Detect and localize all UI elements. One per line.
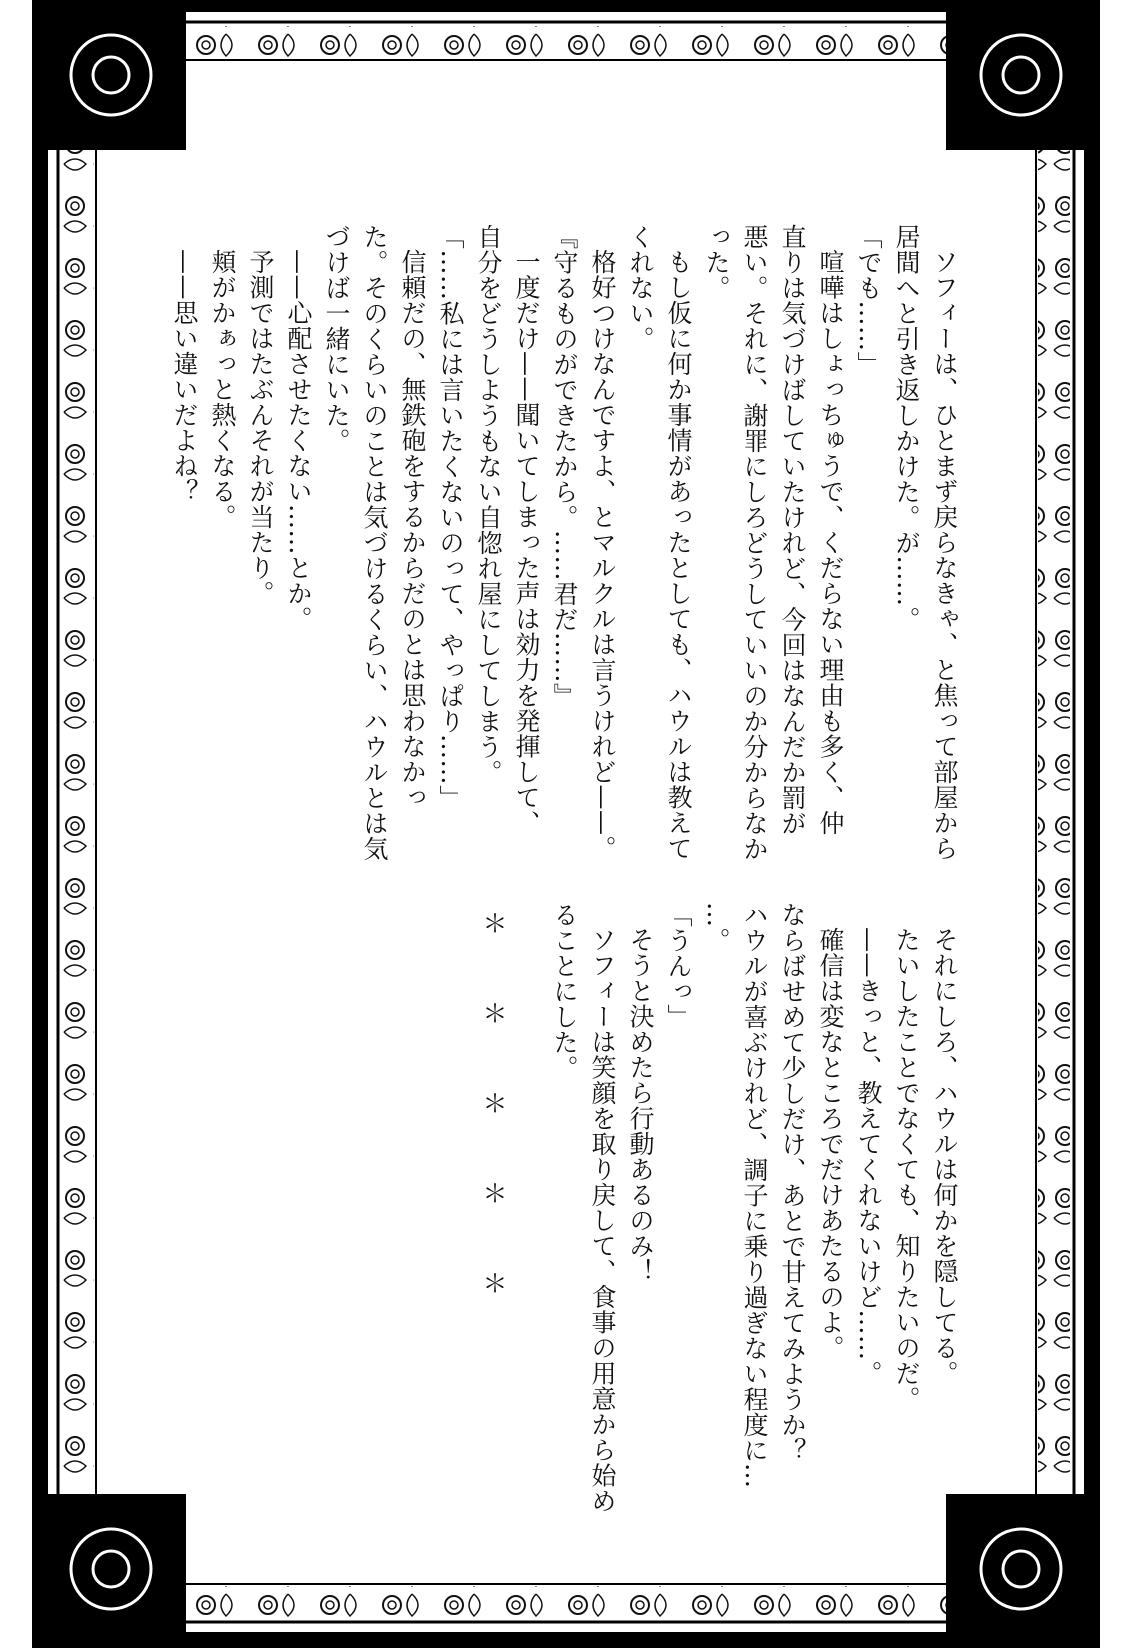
text-column: 喧嘩はしょっちゅうで、くだらない理由も多く、仲: [816, 249, 845, 836]
text-column: ならばせめて少しだけ、あとで甘えてみようか？: [778, 902, 807, 1463]
text-block-bottom: [545, 902, 963, 1522]
text-column: った。: [702, 224, 731, 301]
text-column: 格好つけなんですよ、とマルクルは言うけれど——。: [588, 249, 617, 861]
text-column: たいしたことでなくても、知りたいのだ。: [892, 927, 921, 1412]
text-column: 「……私には言いたくないのって、やっぱり……」: [436, 224, 465, 811]
text-column: そうと決めたら行動あるのみ！: [626, 927, 655, 1284]
text-column: ハウルが喜ぶけれど、調子に乗り過ぎない程度に…: [740, 902, 769, 1489]
text-column: 「うんっ」: [664, 902, 693, 1030]
text-column: ることにした。: [550, 902, 579, 1081]
text-column: づけば一緒にいた。: [322, 224, 351, 454]
text-column: ソフィーは、ひとまず戻らなきゃ、と焦って部屋から: [930, 249, 959, 861]
text-column: ——心配させたくない……とか。: [284, 249, 313, 632]
text-column: 直りは気づけばしていたけれど、今回はなんだか罰が: [778, 224, 807, 836]
text-column: もし仮に何か事情があったとしても、ハウルは教えて: [664, 249, 693, 861]
text-column: 自分をどうしようもない自惚れ屋にしてしまう。: [474, 224, 503, 785]
text-column: ソフィーは笑顔を取り戻して、食事の用意から始め: [588, 927, 617, 1514]
text-column: 居間へと引き返しかけた。が……。: [892, 224, 921, 632]
text-column: それにしろ、ハウルは何かを隠してる。: [930, 927, 959, 1386]
text-column: 悪い。それに、謝罪にしろどうしていいのか分からなか: [740, 224, 769, 862]
text-column: ——きっと、教えてくれないけど……。: [854, 927, 883, 1386]
text-column: 予測ではたぶんそれが当たり。: [246, 249, 275, 606]
text-column: 頬がかぁっと熱くなる。: [208, 249, 237, 530]
text-column: 一度だけ——聞いてしまった声は効力を発揮して、: [512, 249, 541, 836]
text-column: た。そのくらいのことは気づけるくらい、ハウルとは気: [360, 224, 389, 862]
text-column: 「でも……」: [854, 224, 883, 377]
text-column: …。: [702, 902, 731, 953]
text-block-top: [165, 224, 963, 862]
text-column: くれない。: [626, 224, 655, 352]
text-column: ——思い違いだよね？: [170, 249, 199, 504]
text-column: 信頼だの、無鉄砲をするからだのとは思わなかっ: [398, 249, 427, 810]
text-column: 『守るものができたから。……君だ……』: [550, 224, 579, 709]
text-column: 確信は変なところでだけあたるのよ。: [816, 927, 845, 1361]
scene-break-asterisks: ＊ ＊ ＊ ＊ ＊: [479, 910, 508, 1315]
